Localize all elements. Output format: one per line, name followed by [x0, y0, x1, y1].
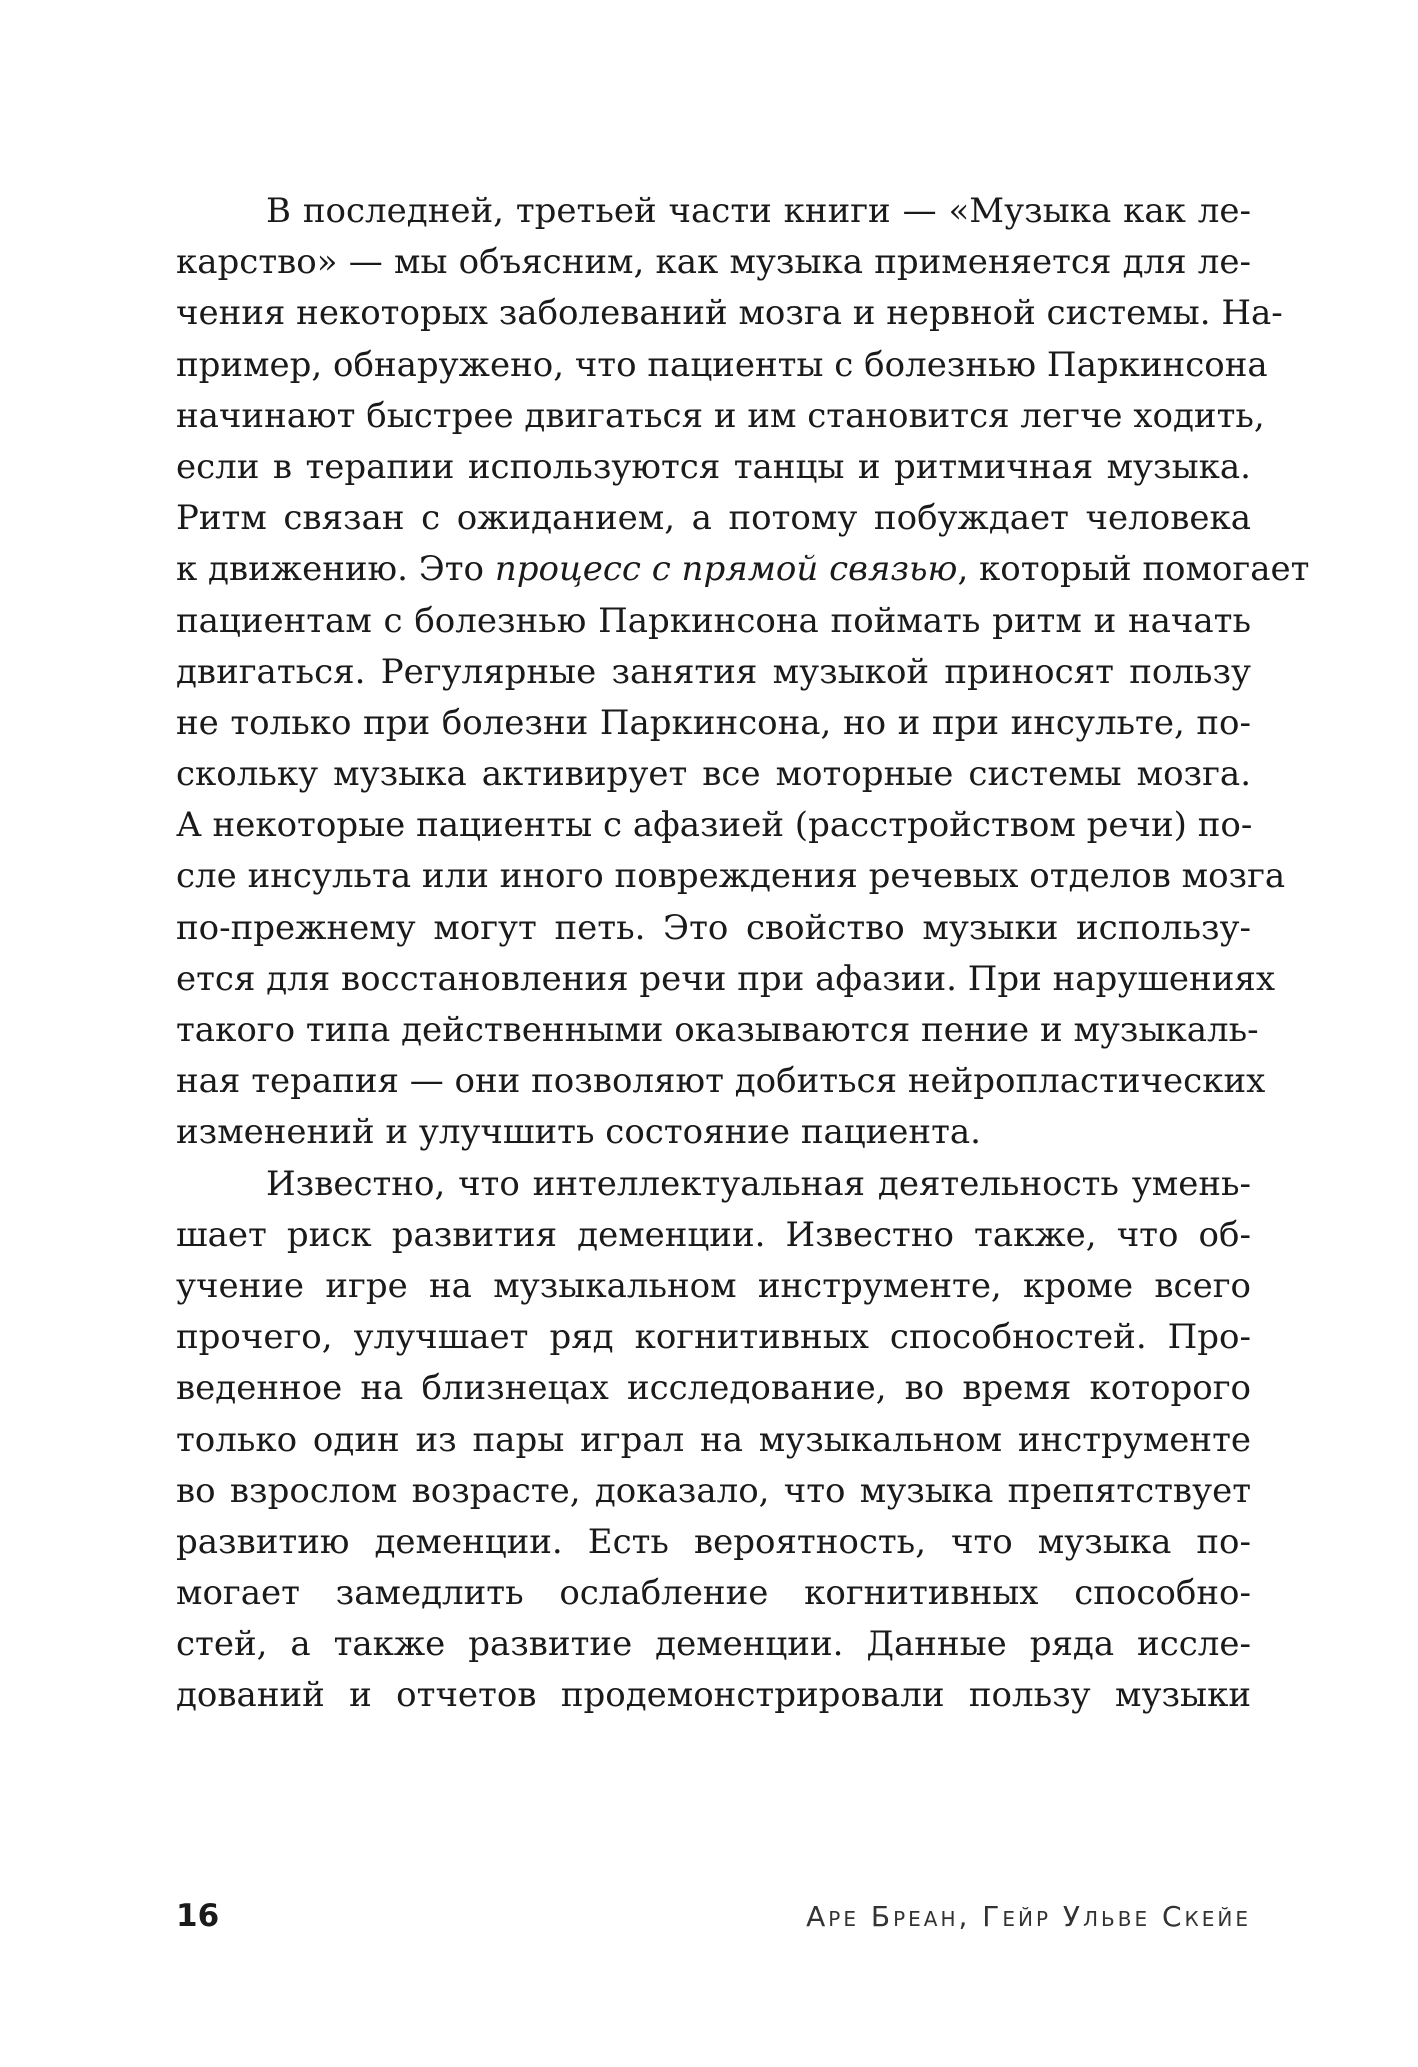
- italic-term: процесс с прямой связью: [494, 549, 958, 590]
- text-line: начинают быстрее двигаться и им становится легче ходить,: [176, 395, 1265, 436]
- text-line: карство» — мы объясним, как музыка применяется для ле-: [176, 242, 1251, 283]
- text-line: дований и отчетов продемонстрировали пользу музыки: [176, 1675, 1251, 1716]
- text-line: ется для восстановления речи при афазии. При нарушениях: [176, 958, 1275, 999]
- paragraph-1: [176, 186, 1310, 1159]
- text-segment: , который помогает: [957, 549, 1310, 590]
- text-line: В последней, третьей части книги — «Музыка как ле-: [266, 191, 1251, 231]
- text-segment: к движению. Это: [176, 549, 495, 590]
- text-line: ная терапия — они позволяют добиться нейропластических: [176, 1061, 1266, 1102]
- text-line: Известно, что интеллектуальная деятельность умень-: [266, 1163, 1251, 1204]
- page-number: 16: [176, 1898, 220, 1934]
- text-line: если в терапии используются танцы и ритмичная музыка.: [176, 446, 1251, 487]
- text-line: стей, а также развитие деменции. Данные ряда иссле-: [176, 1624, 1251, 1665]
- text-line: во взрослом возрасте, доказало, что музыка препятствует: [176, 1470, 1251, 1511]
- text-line: Ритм связан с ожиданием, а потому побуждает человека: [176, 498, 1251, 539]
- text-line: пример, обнаружено, что пациенты с болезнью Паркинсона: [176, 344, 1268, 385]
- text-line: сле инсульта или иного повреждения речевых отделов мозга: [176, 856, 1286, 897]
- paragraph-2: [176, 1159, 1251, 1722]
- text-line: учение игре на музыкальном инструменте, кроме всего: [176, 1265, 1251, 1306]
- text-line: такого типа действенными оказываются пение и музыкаль-: [176, 1010, 1259, 1050]
- page-footer: [176, 1898, 1251, 1938]
- text-line: [176, 544, 1310, 595]
- text-line: пациентам с болезнью Паркинсона поймать ритм и начать: [176, 600, 1251, 641]
- text-line: чения некоторых заболеваний мозга и нервной системы. На-: [176, 293, 1283, 334]
- text-line: могает замедлить ослабление когнитивных способно-: [176, 1573, 1251, 1614]
- text-line: изменений и улучшить состояние пациента.: [176, 1112, 981, 1153]
- body-text: [176, 186, 1310, 1722]
- text-line: развитию деменции. Есть вероятность, что музыка по-: [176, 1521, 1251, 1562]
- running-head: Аре Бреан, Гейр Ульве Скейе: [806, 1900, 1251, 1933]
- text-line: двигаться. Регулярные занятия музыкой приносят пользу: [176, 651, 1251, 692]
- text-line: не только при болезни Паркинсона, но и при инсульте, по-: [176, 702, 1251, 743]
- text-line: веденное на близнецах исследование, во время которого: [176, 1368, 1251, 1409]
- text-line: шает риск развития деменции. Известно также, что об-: [176, 1214, 1251, 1255]
- text-line: только один из пары играл на музыкальном инструменте: [176, 1419, 1251, 1460]
- text-line: по-прежнему могут петь. Это свойство музыки использу-: [176, 907, 1251, 948]
- text-line: прочего, улучшает ряд когнитивных способностей. Про-: [176, 1317, 1251, 1358]
- text-line: А некоторые пациенты с афазией (расстройством речи) по-: [176, 805, 1253, 846]
- text-line: скольку музыка активирует все моторные системы мозга.: [176, 754, 1251, 795]
